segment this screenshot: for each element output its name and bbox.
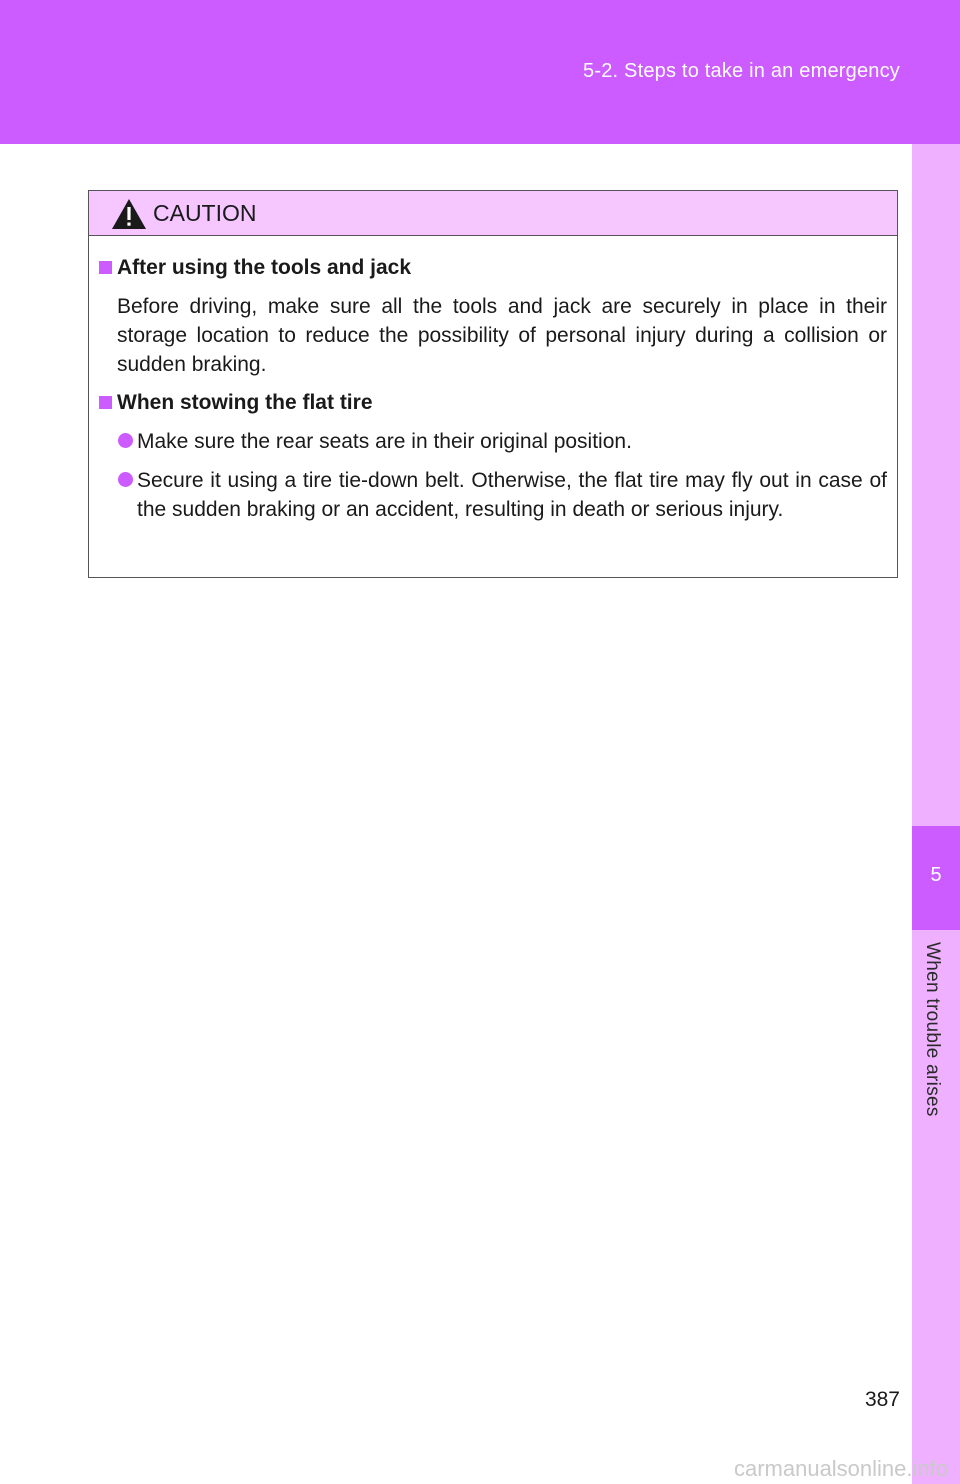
circle-bullet-icon [118, 472, 133, 487]
page-number: 387 [864, 1388, 900, 1411]
section-title: 5-2. Steps to take in an emergency [583, 60, 900, 82]
chapter-number: 5 [930, 864, 942, 886]
bullet-text: Secure it using a tire tie-down belt. Otherwise, the flat tire may fly out in case of the sudden braking or an accident, resulting in death or serious injury. [137, 469, 887, 521]
section-paragraph: Before driving, make sure all the tools and jack are securely in place in their storage location to reduce the possibility of personal injury during a collision or sudden braking. [117, 295, 887, 376]
side-bar [912, 144, 960, 1484]
chapter-label: When trouble arises [922, 942, 943, 1117]
bullet-item [99, 427, 887, 456]
square-bullet-icon [99, 261, 112, 274]
caution-label: CAUTION [153, 200, 257, 226]
bullet-item [99, 466, 887, 524]
page-header [0, 0, 960, 144]
heading-text: After using the tools and jack [117, 256, 412, 279]
circle-bullet-icon [118, 433, 133, 448]
bullet-text: Make sure the rear seats are in their original position. [137, 430, 632, 453]
caution-box [88, 190, 898, 578]
square-bullet-icon [99, 396, 112, 409]
section-heading [99, 254, 887, 282]
heading-text: When stowing the flat tire [117, 391, 373, 414]
caution-body [89, 236, 897, 524]
warning-icon [111, 198, 147, 230]
caution-header [89, 191, 897, 236]
section-heading [99, 389, 887, 417]
watermark: carmanualsonline.info [733, 1456, 948, 1481]
